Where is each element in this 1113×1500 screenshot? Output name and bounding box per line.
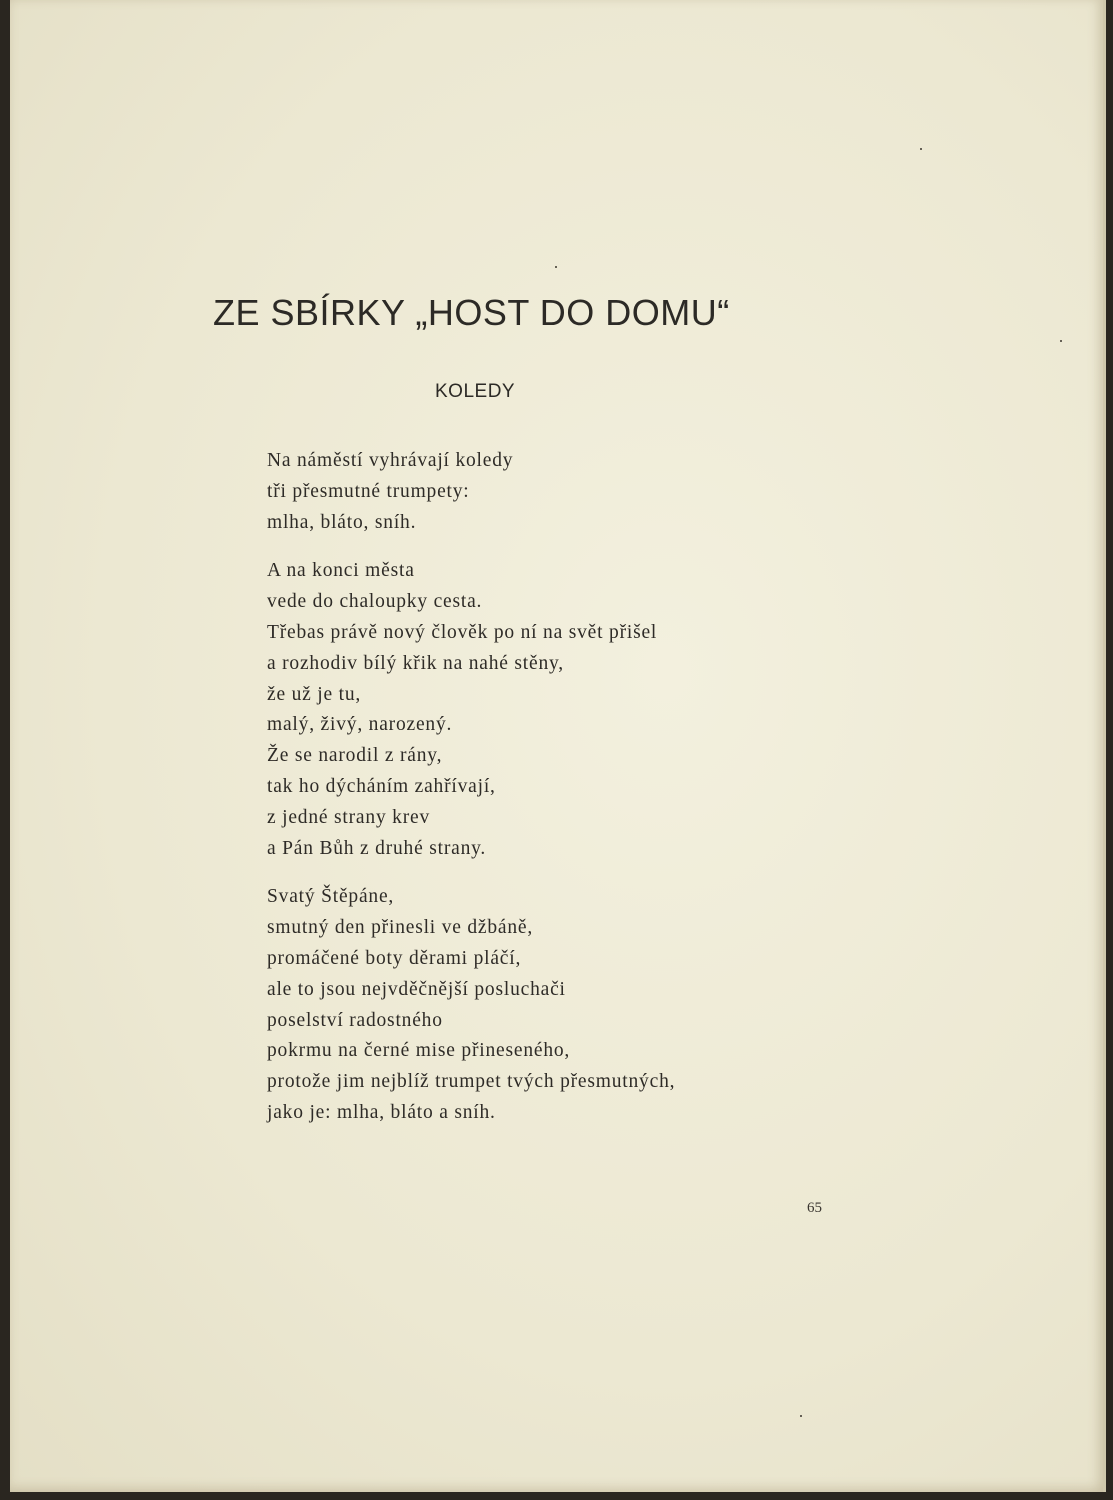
poem-line: malý, živý, narozený.	[267, 714, 453, 736]
poem-line: ale to jsou nejvděčnější posluchači	[267, 978, 566, 1000]
page-title: ZE SBÍRKY „HOST DO DOMU“	[213, 292, 730, 333]
book-page	[10, 0, 1106, 1492]
poem-line: pokrmu na černé mise přineseného,	[267, 1040, 571, 1062]
stanza	[267, 556, 675, 864]
poem-line: z jedné strany krev	[267, 806, 431, 828]
stanza	[267, 446, 675, 538]
poem-line: a rozhodiv bílý křik na nahé stěny,	[267, 652, 564, 674]
stanza	[267, 882, 675, 1128]
poem-line: Svatý Štěpáne,	[267, 886, 395, 908]
paper-speck	[800, 1415, 802, 1417]
poem-line: smutný den přinesli ve džbáně,	[267, 917, 534, 939]
poem-line: jako je: mlha, bláto a sníh.	[267, 1101, 496, 1123]
poem-line: protože jim nejblíž trumpet tvých přesmutných,	[267, 1071, 676, 1093]
page-number: 65	[807, 1200, 822, 1216]
poem-line: vede do chaloupky cesta.	[267, 591, 483, 613]
poem-line: Třebas právě nový člověk po ní na svět přišel	[267, 621, 658, 643]
poem-body	[267, 446, 675, 1147]
poem-line: promáčené boty děrami pláčí,	[267, 947, 522, 969]
poem-line: tak ho dýcháním zahřívají,	[267, 775, 496, 797]
poem-title: KOLEDY	[435, 381, 516, 402]
poem-line: Na náměstí vyhrávají koledy	[267, 450, 514, 471]
poem-line: A na konci města	[267, 560, 415, 582]
poem-line: a Pán Bůh z druhé strany.	[267, 837, 487, 859]
poem-line: mlha, bláto, sníh.	[267, 511, 417, 533]
paper-speck	[1060, 340, 1062, 342]
paper-speck	[555, 266, 557, 268]
paper-speck	[920, 148, 922, 150]
poem-line: že už je tu,	[267, 683, 362, 705]
poem-line: poselství radostného	[267, 1009, 443, 1031]
poem-line: tři přesmutné trumpety:	[267, 480, 470, 502]
poem-line: Že se narodil z rány,	[267, 745, 443, 767]
